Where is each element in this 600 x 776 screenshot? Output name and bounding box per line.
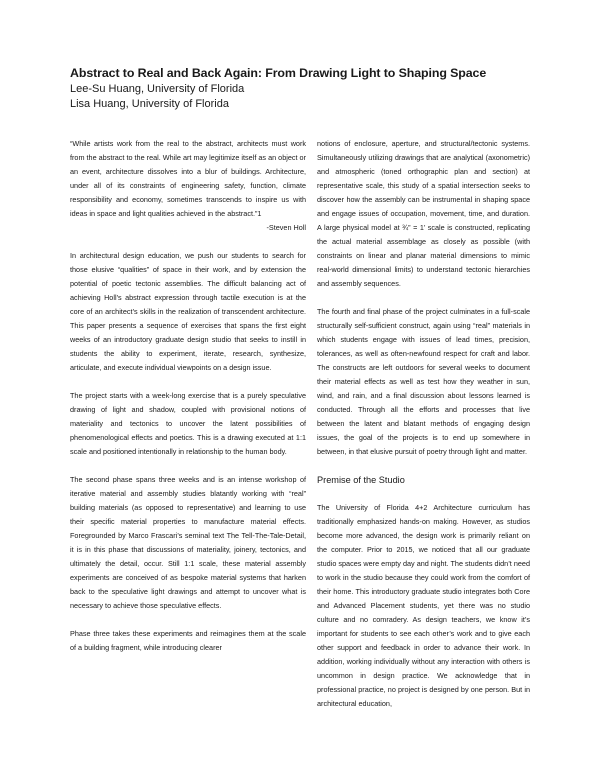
body-paragraph: In architectural design education, we push our students to search for those elusive “qualities” of space in their work, and by extension the potential of poetic tectonic assemblies. The difficult balancing act of achieving Holl’s abstract expression through tactile execution is at the core of an architect’s skills in the realization of transcendent architecture. This paper presents a sequence of exercises that spans the first eight weeks of an introductory graduate design studio that seeks to instill in students the ability to experiment, iterate, research, synthesize, articulate, and execute individual viewpoints on a design issue. [70, 251, 306, 372]
author-line-1: Lee-Su Huang, University of Florida [70, 83, 245, 95]
body-paragraph: The second phase spans three weeks and is an intense workshop of iterative material and assembly studies blatantly working with “real” building materials (as opposed to representative) and learning to use their specific material properties to manufacture material effects. Foregrounded by Marco Frascari’s seminal text The Tell-The-Tale-Detail, it is in this phase that discussions of materiality, joinery, tectonics, and ultimately the detail, occur. Still 1:1 scale, these material assembly experiments are conceived of as bespoke material systems that harken back to the speculative light drawings and attempt to uncover what is necessary to achieve those speculative effects. [70, 475, 306, 610]
body-paragraph: notions of enclosure, aperture, and structural/tectonic systems. Simultaneously utilizing drawings that are analytical (axonometric) and atmospheric (toned orthographic plan and section) at representative scale, this study of a spatial intersection seeks to discover how the assembly can be instrumental in shaping space and engage issues of occupation, movement, time, and duration. A large physical model at ¾” = 1’ scale is constructed, replicating the actual material assemblage as closely as possible (with constraints on linear and planar material dimensions to mimic real-world dimensional limits) to understand tectonic hierarchies and assembly sequences. [317, 139, 530, 288]
section-heading: Premise of the Studio [317, 475, 405, 485]
body-paragraph: The project starts with a week-long exercise that is a purely speculative drawing of light and shadow, coupled with provisional notions of materiality and tectonics to uncover the latent possibilities of phenomenological effects and poetics. This is a drawing executed at 1:1 scale and positioned intentionally in relationship to the human body. [70, 391, 306, 456]
epigraph-attribution: -Steven Holl [266, 223, 306, 232]
body-paragraph: The University of Florida 4+2 Architecture curriculum has traditionally emphasized hands-on making. However, as studios become more advanced, the design work is primarily reliant on the computer. Prior to 2015, we noticed that all our graduate studio spaces were empty day and night. The students didn’t need to work in the studio because they could work from the comfort of their home. This introductory graduate studio integrates both Core and Advanced Placement students, yet there was no studio culture and no comradery. As design teachers, we know it’s important for students to see each other’s work and to give each other support and feedback in order to advance their work. In addition, working individually without any interaction with others is uncommon in design practice. We acknowledge that in professional practice, no project is designed by one person. But in architectural education, [317, 503, 530, 708]
right-column [317, 137, 530, 725]
epigraph-quote: “While artists work from the real to the abstract, architects must work from the abstract to the real. While art may legitimize itself as an object or an event, architecture dissolves into a blur of buildings. Architecture, under all of its constraints of engineering safety, function, climate responsibility and economy, sometimes transcends to inspire us with ideas in space and light qualities achieved in the abstract.”1 [70, 139, 306, 218]
left-column [70, 137, 306, 669]
paper-title: Abstract to Real and Back Again: From Drawing Light to Shaping Space [70, 66, 487, 80]
body-paragraph: Phase three takes these experiments and reimagines them at the scale of a building fragment, while introducing clearer [70, 629, 306, 652]
author-line-2: Lisa Huang, University of Florida [70, 98, 229, 110]
body-paragraph: The fourth and final phase of the project culminates in a full-scale structurally self-sufficient construct, again using “real” materials in which students engage with issues of lead times, precision, tolerances, as well as often-newfound respect for craft and labor. The constructs are left outdoors for several weeks to document their material effects as well as test how they weather in sun, wind, and rain, and a final discussion about lessons learned is conducted. Through all the efforts and processes that live between the latent and blatant methods of engaging design issues, the goal of the projects is to end up somewhere in between, in that elusive pursuit of poetry through light and matter. [317, 307, 530, 456]
